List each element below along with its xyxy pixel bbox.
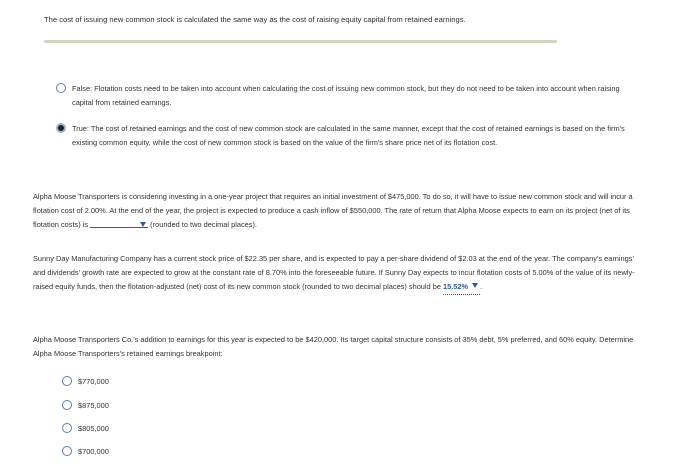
- radio-805000[interactable]: [62, 423, 72, 433]
- option-false-text: False: Flotation costs need to be taken into account when calculating the cost of issuing new common stock, but they do not need to be taken into account when raising capital from retained earnings.: [72, 84, 620, 107]
- radio-false[interactable]: [56, 83, 66, 93]
- choice-875000[interactable]: [62, 400, 109, 410]
- option-false[interactable]: [56, 82, 636, 109]
- question2-suffix: (rounded to two decimal places).: [150, 220, 257, 229]
- choice-805000[interactable]: [62, 423, 109, 433]
- choice-label: $770,000: [78, 376, 109, 386]
- radio-770000[interactable]: [62, 376, 72, 386]
- choice-label: $700,000: [78, 446, 109, 456]
- choice-770000[interactable]: [62, 376, 109, 386]
- chevron-down-icon: [140, 222, 146, 227]
- option-true[interactable]: [56, 122, 636, 149]
- option-true-text: True: The cost of retained earnings and the cost of new common stock are calculated in the same manner, except that the cost of retained earnings is based on the firm's existing common equity, while the cost of new common stock is based on the value of the firm's share price net of its flotation cost.: [72, 124, 625, 147]
- selected-answer: 15.52%: [443, 282, 469, 291]
- question3-suffix: .: [480, 282, 483, 291]
- chevron-down-icon: [472, 283, 478, 288]
- cost-of-new-stock-dropdown[interactable]: [443, 280, 483, 295]
- question2-paragraph: [33, 190, 643, 232]
- rate-of-return-dropdown[interactable]: [90, 219, 148, 228]
- radio-700000[interactable]: [62, 446, 72, 456]
- choice-label: $805,000: [78, 423, 109, 433]
- question1-statement: The cost of issuing new common stock is calculated the same way as the cost of raising equity capital from retained earnings.: [44, 15, 466, 24]
- question3-paragraph: [33, 252, 643, 295]
- question3-text: Sunny Day Manufacturing Company has a current stock price of $22.35 per share, and is expected to pay a per-share dividend of $2.03 at the end of the year. The company's earnings' and dividends' growth rate are expected to grow at the constant rate of 8.70% into the foreseeable future. If Sunny Day expects to incur flotation costs of 5.00% of the value of its newly-raised equity funds, then the flotation-adjusted (net) cost of its new common stock (rounded to two decimal places) should be: [33, 254, 635, 291]
- radio-true[interactable]: [56, 123, 66, 133]
- choice-700000[interactable]: [62, 446, 109, 456]
- question2-text: Alpha Moose Transporters is considering investing in a one-year project that requires an initial investment of $475,000. To do so, it will have to issue new common stock and will incur a flotation cost of 2.00%. At the end of the year, the project is expected to produce a cash inflow of $550,000. The rate of return that Alpha Moose expects to earn on its project (net of its flotation costs) is: [33, 192, 633, 229]
- divider: [44, 40, 557, 43]
- radio-875000[interactable]: [62, 400, 72, 410]
- question4-paragraph: Alpha Moose Transporters Co.'s addition to earnings for this year is expected to be $420,000. Its target capital structure consists of 35% debt, 5% preferred, and 60% equity. Determine Alpha Moose Transporters's retained earnings breakpoint:: [33, 335, 634, 358]
- choice-label: $875,000: [78, 400, 109, 410]
